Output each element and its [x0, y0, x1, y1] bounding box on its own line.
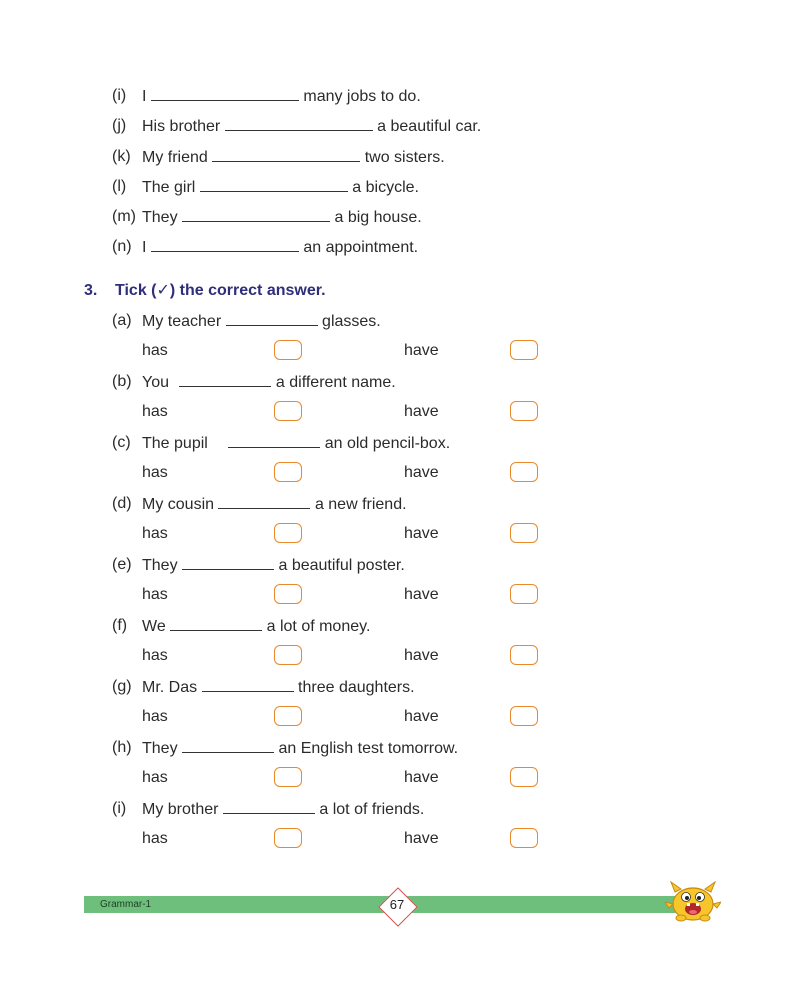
option-have: have [404, 464, 439, 481]
tick-box-have[interactable] [510, 828, 538, 848]
tick-box-have[interactable] [510, 584, 538, 604]
section-heading: 3. Tick (✓) the correct answer. [84, 282, 326, 299]
option-has: has [142, 769, 168, 786]
tick-box-have[interactable] [510, 462, 538, 482]
answer-blank[interactable] [202, 677, 294, 692]
option-has: has [142, 586, 168, 603]
tick-box-have[interactable] [510, 523, 538, 543]
tick-box-has[interactable] [274, 340, 302, 360]
answer-blank[interactable] [223, 799, 315, 814]
tick-box-have[interactable] [510, 340, 538, 360]
answer-blank[interactable] [218, 494, 310, 509]
answer-blank[interactable] [179, 372, 271, 387]
option-has: has [142, 464, 168, 481]
option-have: have [404, 525, 439, 542]
option-has: has [142, 342, 168, 359]
tick-box-has[interactable] [274, 706, 302, 726]
answer-blank[interactable] [182, 555, 274, 570]
answer-blank[interactable] [228, 433, 320, 448]
tick-box-have[interactable] [510, 401, 538, 421]
answer-blank[interactable] [151, 237, 299, 252]
tick-box-has[interactable] [274, 645, 302, 665]
answer-blank[interactable] [151, 86, 299, 101]
option-have: have [404, 586, 439, 603]
tick-box-have[interactable] [510, 706, 538, 726]
option-have: have [404, 830, 439, 847]
tick-box-have[interactable] [510, 645, 538, 665]
footer-book-title: Grammar-1 [100, 899, 152, 910]
tick-box-has[interactable] [274, 584, 302, 604]
tick-box-has[interactable] [274, 462, 302, 482]
option-have: have [404, 647, 439, 664]
option-has: has [142, 647, 168, 664]
answer-blank[interactable] [182, 207, 330, 222]
option-have: have [404, 708, 439, 725]
tick-box-has[interactable] [274, 401, 302, 421]
option-have: have [404, 342, 439, 359]
yellow-monster-icon [665, 880, 721, 922]
answer-blank[interactable] [226, 311, 318, 326]
option-has: has [142, 403, 168, 420]
page-number: 67 [389, 897, 405, 912]
option-has: has [142, 708, 168, 725]
tick-box-has[interactable] [274, 767, 302, 787]
option-have: have [404, 769, 439, 786]
option-has: has [142, 525, 168, 542]
answer-blank[interactable] [225, 116, 373, 131]
answer-blank[interactable] [170, 616, 262, 631]
answer-blank[interactable] [212, 147, 360, 162]
option-have: have [404, 403, 439, 420]
option-has: has [142, 830, 168, 847]
answer-blank[interactable] [200, 177, 348, 192]
answer-blank[interactable] [182, 738, 274, 753]
tick-box-has[interactable] [274, 828, 302, 848]
tick-box-has[interactable] [274, 523, 302, 543]
tick-box-have[interactable] [510, 767, 538, 787]
